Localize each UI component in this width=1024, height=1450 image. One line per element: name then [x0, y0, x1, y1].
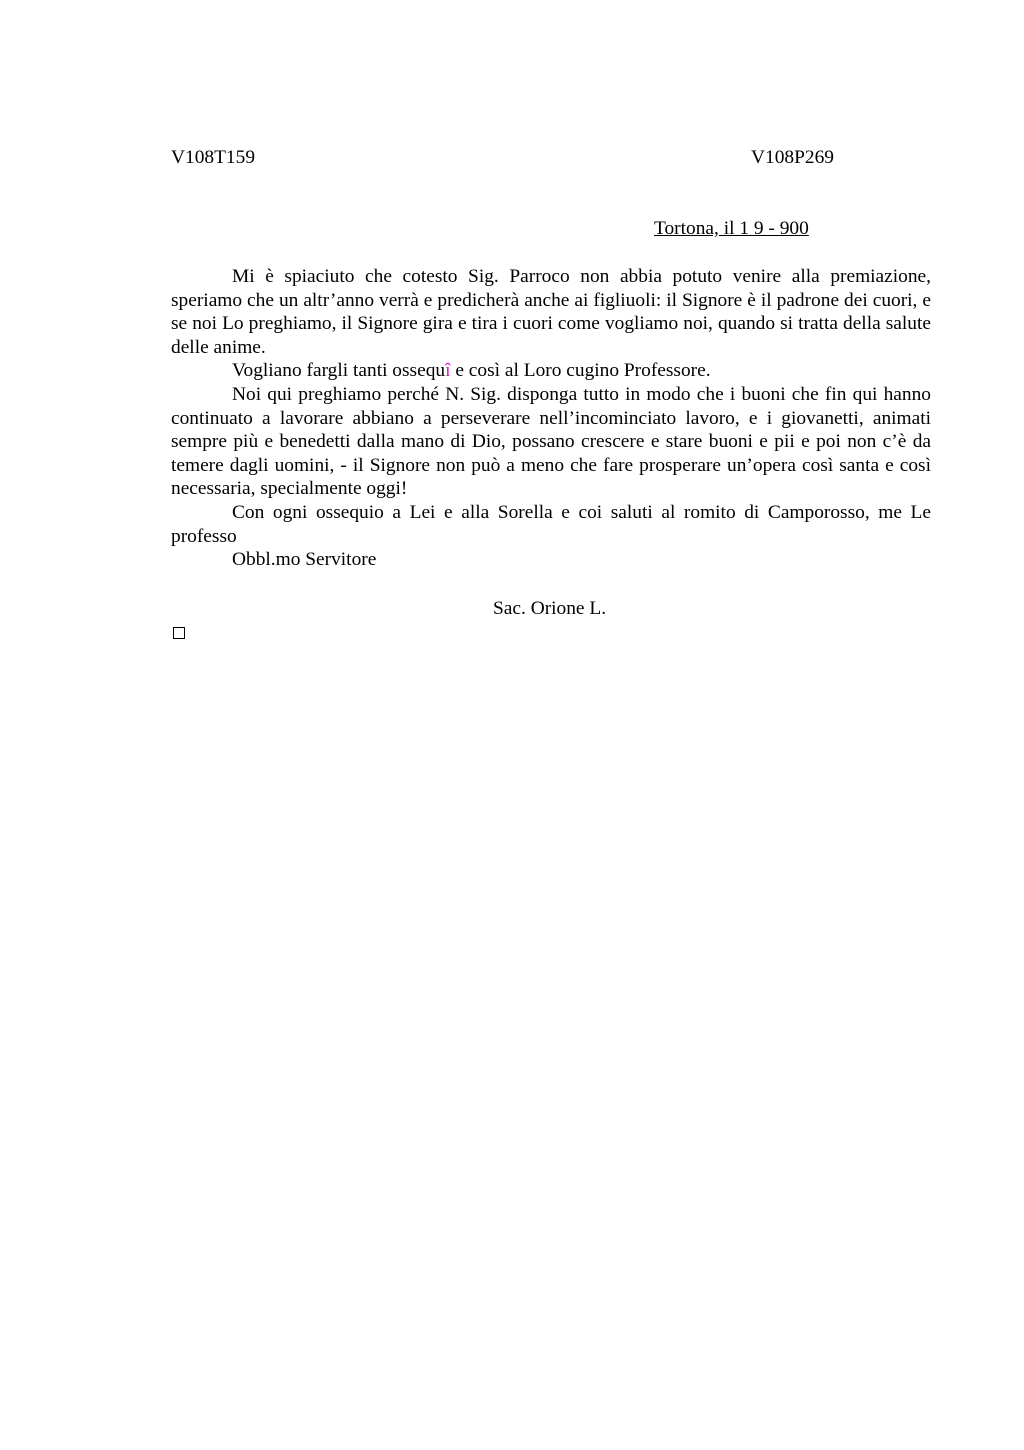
document-code-left: V108T159 [171, 147, 256, 168]
closing-line: Obbl.mo Servitore [232, 549, 377, 571]
letter-body [171, 265, 931, 572]
paragraph-4-text: Con ogni ossequio a Lei e alla Sorella e coi saluti al romito di Camporosso, me Le professo [171, 501, 931, 547]
checkbox-square-icon [173, 627, 185, 639]
dateline: Tortona, il 1 9 - 900 [654, 218, 809, 239]
paragraph-1: Mi è spiaciuto che cotesto Sig. Parroco non abbia potuto venire alla premiazione, speriamo che un altr’anno verrà e predicherà anche ai figliuoli: il Signore è il padrone dei cuori, e se noi Lo preghiamo, il Signore gira e tira i cuori come vogliamo noi, quando si tratta della salute delle anime. [171, 266, 931, 358]
paragraph-4 [171, 501, 931, 548]
paragraph-3: Noi qui preghiamo perché N. Sig. disponga tutto in modo che i buoni che fin qui hanno continuato a lavorare abbiano a perseverare nell’incominciato lavoro, e i giovanetti, animati sempre più e benedetti dalla mano di Dio, possano crescere e stare buoni e pii e poi non c’è da temere dagli uomini, - il Signore non può a meno che fare prosperare un’opera così santa e così necessaria, specialmente oggi! [171, 383, 931, 500]
highlighted-character: î [445, 360, 451, 382]
document-code-right: V108P269 [751, 147, 834, 168]
paragraph-2 [171, 359, 931, 383]
signature: Sac. Orione L. [493, 598, 607, 619]
paragraph-2-text-a: Vogliano fargli tanti ossequ [232, 360, 446, 382]
paragraph-2-text-b: e così al Loro cugino Professore. [450, 360, 711, 382]
